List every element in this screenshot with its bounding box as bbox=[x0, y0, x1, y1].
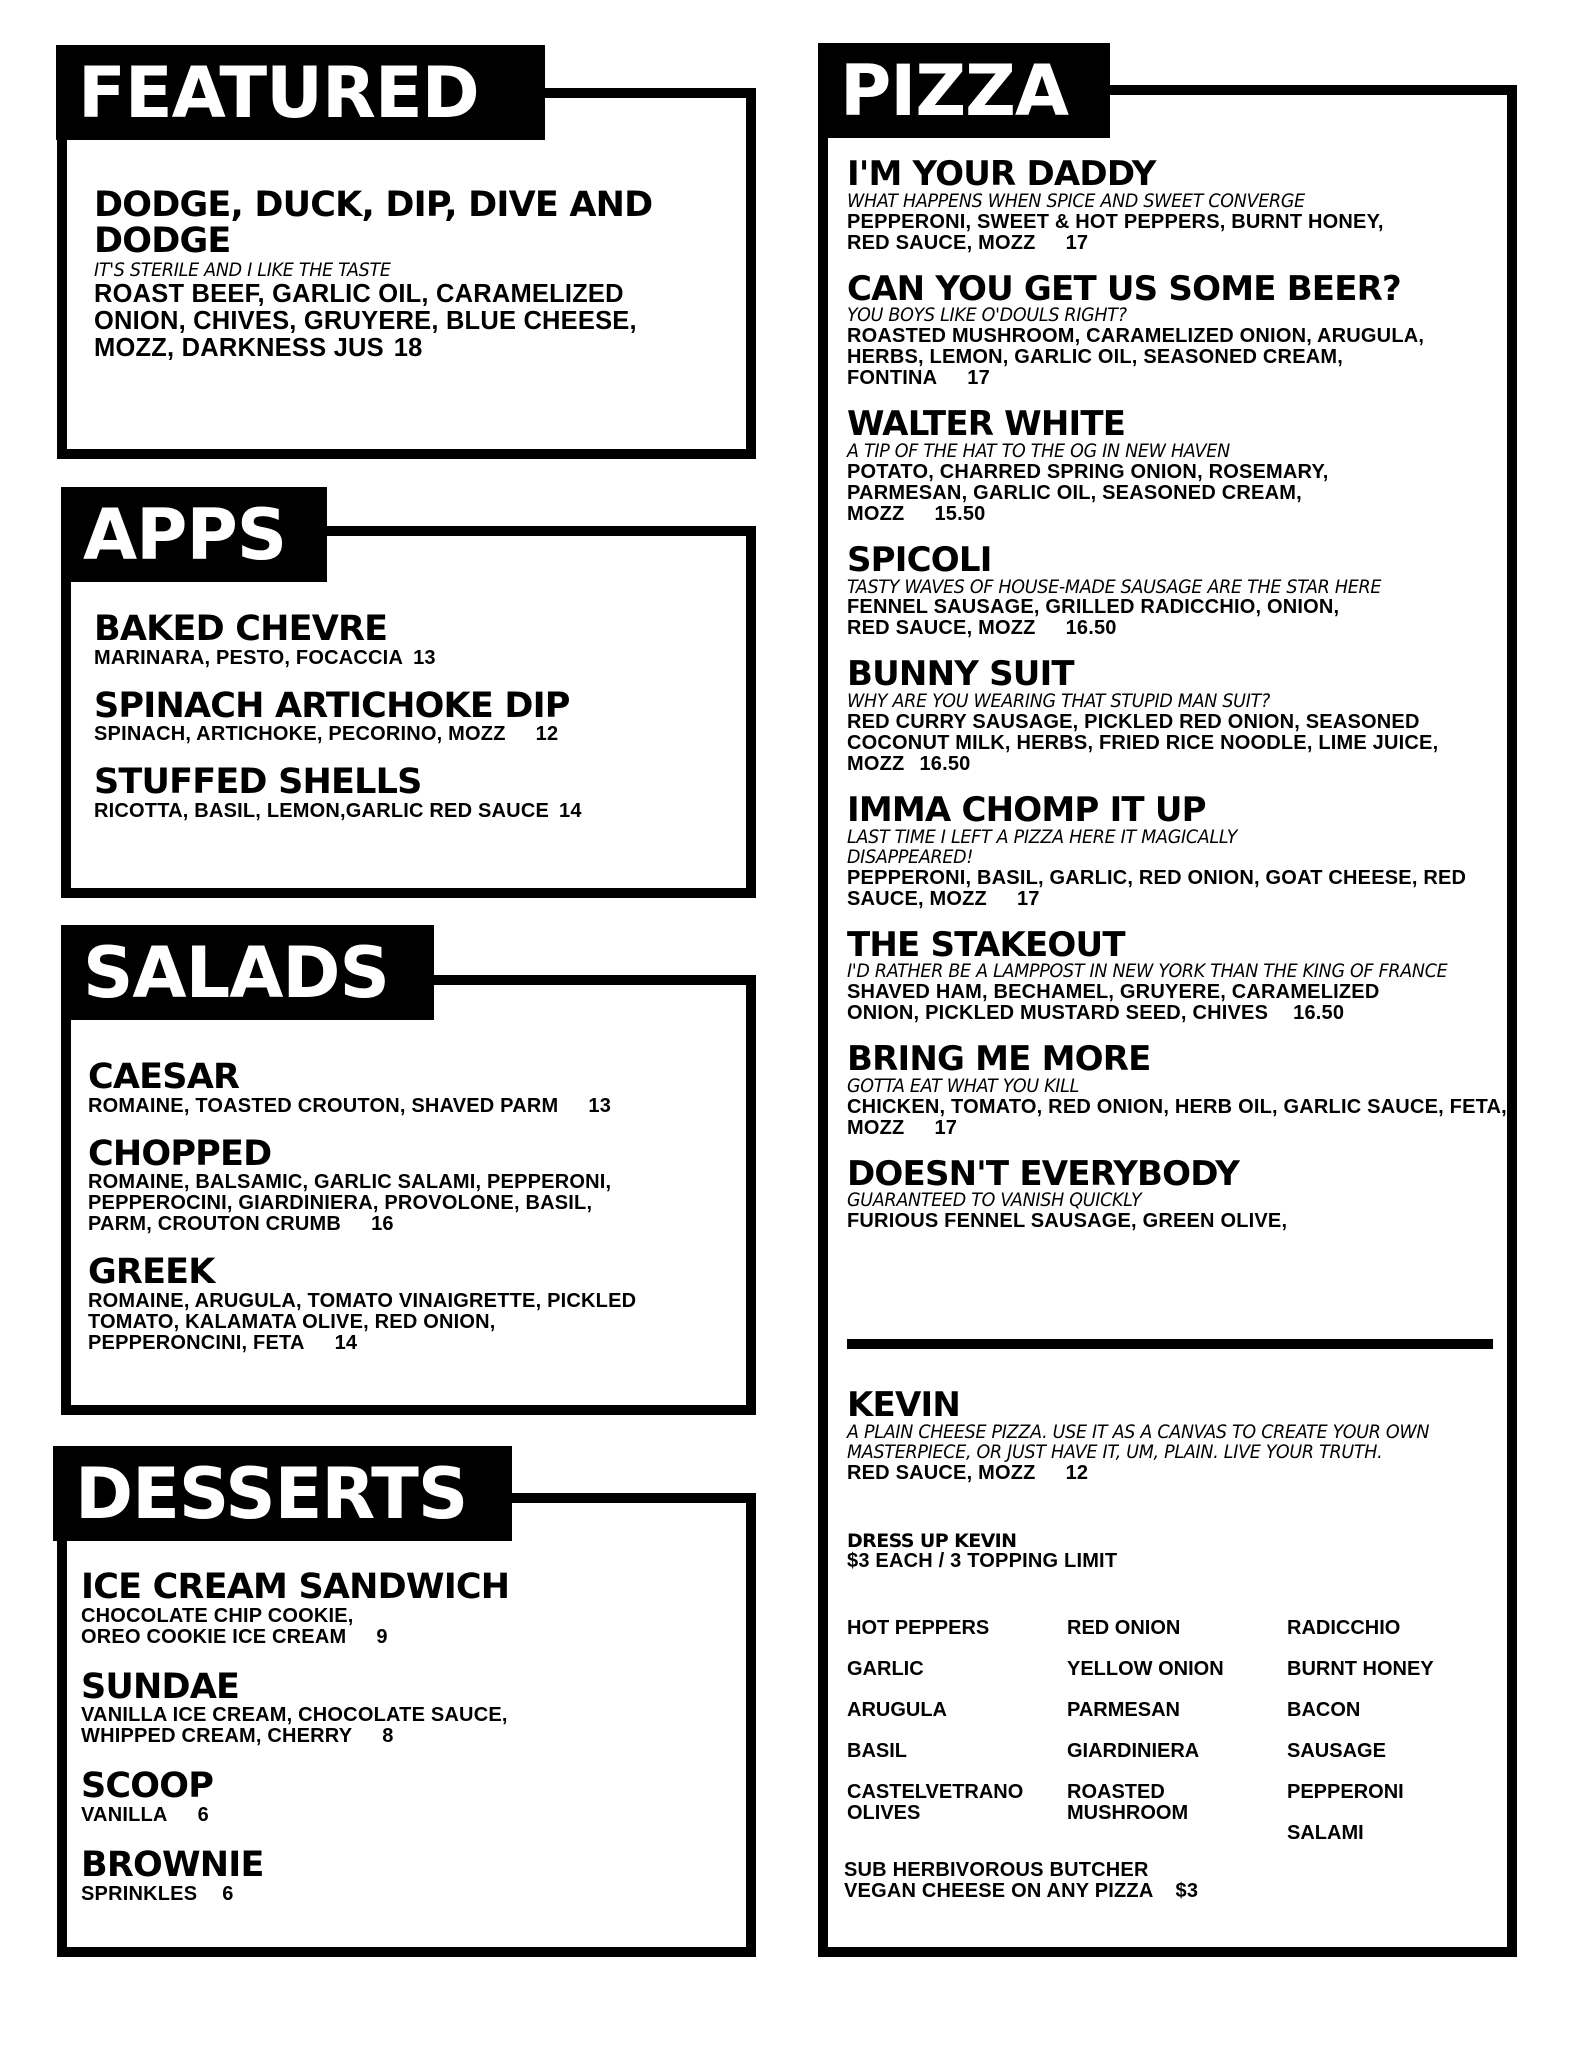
menu-item bbox=[94, 685, 714, 746]
menu-item bbox=[847, 154, 1497, 254]
item-description: SPINACH, ARTICHOKE, PECORINO, MOZZ 12 bbox=[94, 723, 559, 746]
item-tagline: LAST TIME I LEFT A PIZZA HERE IT MAGICALLY DISAPPEARED! bbox=[847, 825, 1238, 868]
item-price: 13 bbox=[588, 1094, 612, 1117]
apps-heading bbox=[61, 487, 327, 582]
item-price: 12 bbox=[535, 723, 559, 746]
item-name: THE STAKEOUT bbox=[847, 924, 1125, 965]
menu-item bbox=[94, 762, 714, 823]
item-price: 6 bbox=[222, 1882, 234, 1905]
item-price: 17 bbox=[967, 367, 990, 390]
item-description: SHAVED HAM, BECHAMEL, GRUYERE, CARAMELIZED ONION, PICKLED MUSTARD SEED, CHIVES 16.50 bbox=[847, 981, 1380, 1025]
topping-item: ARUGULA bbox=[847, 1699, 947, 1721]
kevin-item bbox=[847, 1385, 1497, 1484]
item-price: 15.50 bbox=[934, 502, 986, 525]
item-description: SPRINKLES 6 bbox=[81, 1882, 234, 1905]
item-name: I'M YOUR DADDY bbox=[847, 154, 1156, 194]
item-tagline: A TIP OF THE HAT TO THE OG IN NEW HAVEN bbox=[847, 439, 1230, 462]
menu-item bbox=[847, 654, 1497, 776]
item-description: CHICKEN, TOMATO, RED ONION, HERB OIL, GARLIC SAUCE, FETA, MOZZ 17 bbox=[847, 1095, 1507, 1139]
item-name: SUNDAE bbox=[81, 1666, 240, 1707]
desserts-heading-text: DESSERTS bbox=[75, 1452, 468, 1535]
item-price: 17 bbox=[1016, 887, 1040, 910]
vegan-cheese-note bbox=[844, 1860, 1444, 1902]
item-name: KEVIN bbox=[847, 1385, 960, 1425]
item-description: ROAST BEEF, GARLIC OIL, CARAMELIZED ONION, CHIVES, GRUYERE, BLUE CHEESE, MOZZ, DARKNESS JUS 18 bbox=[94, 280, 637, 362]
item-name: STUFFED SHELLS bbox=[94, 762, 422, 803]
apps-heading-text: APPS bbox=[83, 493, 287, 576]
item-description: MARINARA, PESTO, FOCACCIA 13 bbox=[94, 646, 436, 669]
dress-up-title: DRESS UP KEVIN bbox=[847, 1530, 1017, 1552]
item-name: DODGE, DUCK, DIP, DIVE AND DODGE bbox=[94, 185, 653, 261]
item-description: POTATO, CHARRED SPRING ONION, ROSEMARY, PARMESAN, GARLIC OIL, SEASONED CREAM, MOZZ 15.50 bbox=[847, 460, 1329, 525]
featured-heading-text: FEATURED bbox=[78, 51, 479, 134]
item-price: 8 bbox=[382, 1725, 394, 1748]
topping-item bbox=[847, 1823, 1067, 1864]
item-name: DOESN'T EVERYBODY bbox=[847, 1153, 1240, 1194]
item-name: CAESAR bbox=[88, 1057, 240, 1097]
featured-heading bbox=[56, 45, 545, 140]
item-price: 14 bbox=[334, 1332, 358, 1355]
item-description: ROMAINE, ARUGULA, TOMATO VINAIGRETTE, PICKLED TOMATO, KALAMATA OLIVE, RED ONION, PEPPERONCINI, FETA 14 bbox=[88, 1290, 637, 1355]
item-name: GREEK bbox=[88, 1252, 215, 1293]
item-tagline: A PLAIN CHEESE PIZZA. USE IT AS A CANVAS TO CREATE YOUR OWN MASTERPIECE, OR JUST HAVE IT, UM, PLAIN. LIVE YOUR TRUTH. bbox=[847, 1420, 1430, 1463]
item-description: PEPPERONI, SWEET & HOT PEPPERS, BURNT HONEY, RED SAUCE, MOZZ 17 bbox=[847, 210, 1384, 254]
topping-item: RADICCHIO bbox=[1287, 1617, 1401, 1639]
topping-item: RED ONION bbox=[1067, 1617, 1181, 1639]
item-description: RED CURRY SAUSAGE, PICKLED RED ONION, SEASONED COCONUT MILK, HERBS, FRIED RICE NOODLE, LIME JUICE, MOZZ 16.50 bbox=[847, 711, 1439, 776]
item-name: CHOPPED bbox=[88, 1133, 272, 1174]
item-price: 17 bbox=[1065, 231, 1089, 254]
pizza-items bbox=[847, 154, 1507, 1233]
topping-item: ROASTED MUSHROOM bbox=[1067, 1781, 1189, 1824]
menu-item bbox=[81, 1845, 641, 1905]
item-description: FURIOUS FENNEL SAUSAGE, GREEN OLIVE, bbox=[847, 1210, 1288, 1233]
salads-items bbox=[88, 1057, 688, 1355]
salads-heading-text: SALADS bbox=[83, 931, 389, 1014]
dress-up-subtitle: $3 EACH / 3 TOPPING LIMIT bbox=[847, 1550, 1118, 1573]
item-name: BUNNY SUIT bbox=[847, 654, 1074, 695]
topping-item: SALAMI bbox=[1287, 1822, 1364, 1844]
topping-item: BACON bbox=[1287, 1699, 1361, 1721]
topping-item: GIARDINIERA bbox=[1067, 1740, 1200, 1762]
item-price: 16 bbox=[371, 1213, 394, 1236]
item-description: RICOTTA, BASIL, LEMON,GARLIC RED SAUCE 14 bbox=[94, 800, 582, 823]
vegan-note-line2: VEGAN CHEESE ON ANY PIZZA $3 bbox=[844, 1880, 1199, 1902]
topping-item: GARLIC bbox=[847, 1658, 924, 1680]
menu-item bbox=[81, 1567, 641, 1648]
menu-item bbox=[94, 609, 714, 669]
menu-item bbox=[88, 1133, 688, 1236]
item-name: CAN YOU GET US SOME BEER? bbox=[847, 268, 1401, 309]
item-price: 16.50 bbox=[1293, 1002, 1345, 1025]
item-price: 16.50 bbox=[919, 753, 971, 776]
item-price: 12 bbox=[1065, 1461, 1089, 1484]
menu-item bbox=[88, 1252, 688, 1355]
featured-items bbox=[94, 185, 694, 362]
item-price: 17 bbox=[934, 1116, 958, 1139]
menu-item bbox=[847, 404, 1497, 525]
menu-item bbox=[847, 924, 1497, 1025]
item-name: ICE CREAM SANDWICH bbox=[81, 1567, 510, 1607]
pizza-heading-text: PIZZA bbox=[840, 49, 1069, 132]
menu-item bbox=[847, 790, 1497, 910]
menu-item bbox=[847, 539, 1497, 640]
item-description: PEPPERONI, BASIL, GARLIC, RED ONION, GOAT CHEESE, RED SAUCE, MOZZ 17 bbox=[847, 866, 1467, 910]
item-tagline: TASTY WAVES OF HOUSE-MADE SAUSAGE ARE THE STAR HERE bbox=[847, 575, 1382, 598]
vegan-note-price: $3 bbox=[1175, 1880, 1199, 1902]
item-price: 13 bbox=[413, 646, 436, 669]
item-name: SCOOP bbox=[81, 1766, 214, 1807]
item-name: IMMA CHOMP IT UP bbox=[847, 790, 1206, 831]
menu-item bbox=[88, 1057, 688, 1117]
topping-item: BASIL bbox=[847, 1740, 907, 1762]
topping-item: PARMESAN bbox=[1067, 1699, 1180, 1721]
item-description: ROMAINE, TOASTED CROUTON, SHAVED PARM 13 bbox=[88, 1094, 612, 1117]
apps-items bbox=[94, 609, 714, 823]
topping-item: HOT PEPPERS bbox=[847, 1617, 990, 1639]
item-name: BROWNIE bbox=[81, 1845, 264, 1886]
item-tagline: I'D RATHER BE A LAMPPOST IN NEW YORK THAN THE KING OF FRANCE bbox=[847, 960, 1448, 983]
dress-up-kevin bbox=[847, 1532, 1447, 1572]
item-description: VANILLA 6 bbox=[81, 1804, 209, 1827]
item-tagline: GUARANTEED TO VANISH QUICKLY bbox=[847, 1189, 1142, 1212]
topping-item: YELLOW ONION bbox=[1067, 1658, 1224, 1680]
item-name: BRING ME MORE bbox=[847, 1039, 1151, 1080]
menu-item bbox=[847, 268, 1497, 390]
topping-item bbox=[1067, 1823, 1287, 1864]
item-description: ROMAINE, BALSAMIC, GARLIC SALAMI, PEPPERONI, PEPPEROCINI, GIARDINIERA, PROVOLONE, BASIL, PARM, CROUTON CRUMB 16 bbox=[88, 1171, 612, 1236]
item-price: 6 bbox=[197, 1804, 209, 1827]
topping-item: PEPPERONI bbox=[1287, 1781, 1404, 1803]
desserts-heading bbox=[53, 1446, 512, 1541]
item-name: SPICOLI bbox=[847, 539, 992, 580]
item-tagline: GOTTA EAT WHAT YOU KILL bbox=[847, 1074, 1080, 1097]
item-price: 14 bbox=[559, 800, 582, 823]
vegan-note-line1: SUB HERBIVOROUS BUTCHER bbox=[844, 1859, 1149, 1881]
desserts-items bbox=[81, 1567, 641, 1905]
item-description: FENNEL SAUSAGE, GRILLED RADICCHIO, ONION, RED SAUCE, MOZZ 16.50 bbox=[847, 596, 1340, 640]
item-tagline: IT'S STERILE AND I LIKE THE TASTE bbox=[94, 259, 391, 282]
item-tagline: WHAT HAPPENS WHEN SPICE AND SWEET CONVERGE bbox=[847, 189, 1305, 212]
item-description: RED SAUCE, MOZZ 12 bbox=[847, 1461, 1089, 1484]
item-description: ROASTED MUSHROOM, CARAMELIZED ONION, ARUGULA, HERBS, LEMON, GARLIC OIL, SEASONED CREAM, FONTINA 17 bbox=[847, 325, 1425, 390]
menu-item bbox=[847, 1153, 1497, 1233]
item-name: WALTER WHITE bbox=[847, 404, 1126, 445]
topping-item: BURNT HONEY bbox=[1287, 1658, 1434, 1680]
menu-item bbox=[81, 1766, 641, 1827]
item-name: BAKED CHEVRE bbox=[94, 609, 388, 649]
menu-item bbox=[81, 1666, 641, 1748]
item-tagline: WHY ARE YOU WEARING THAT STUPID MAN SUIT? bbox=[847, 690, 1270, 713]
item-description: VANILLA ICE CREAM, CHOCOLATE SAUCE, WHIPPED CREAM, CHERRY 8 bbox=[81, 1704, 508, 1748]
salads-heading bbox=[61, 925, 434, 1020]
menu-item bbox=[847, 1039, 1507, 1139]
pizza-heading bbox=[818, 43, 1110, 138]
pizza-divider bbox=[847, 1339, 1493, 1349]
item-price: 18 bbox=[393, 333, 423, 362]
item-tagline: YOU BOYS LIKE O'DOULS RIGHT? bbox=[847, 304, 1127, 327]
topping-item: CASTELVETRANO OLIVES bbox=[847, 1781, 1024, 1824]
topping-item: SAUSAGE bbox=[1287, 1740, 1386, 1762]
item-price: 9 bbox=[376, 1625, 388, 1648]
item-price: 16.50 bbox=[1065, 617, 1117, 640]
menu-item bbox=[94, 185, 694, 362]
item-description: CHOCOLATE CHIP COOKIE, OREO COOKIE ICE CREAM 9 bbox=[81, 1604, 388, 1648]
toppings-grid bbox=[847, 1618, 1507, 1864]
item-name: SPINACH ARTICHOKE DIP bbox=[94, 685, 570, 726]
